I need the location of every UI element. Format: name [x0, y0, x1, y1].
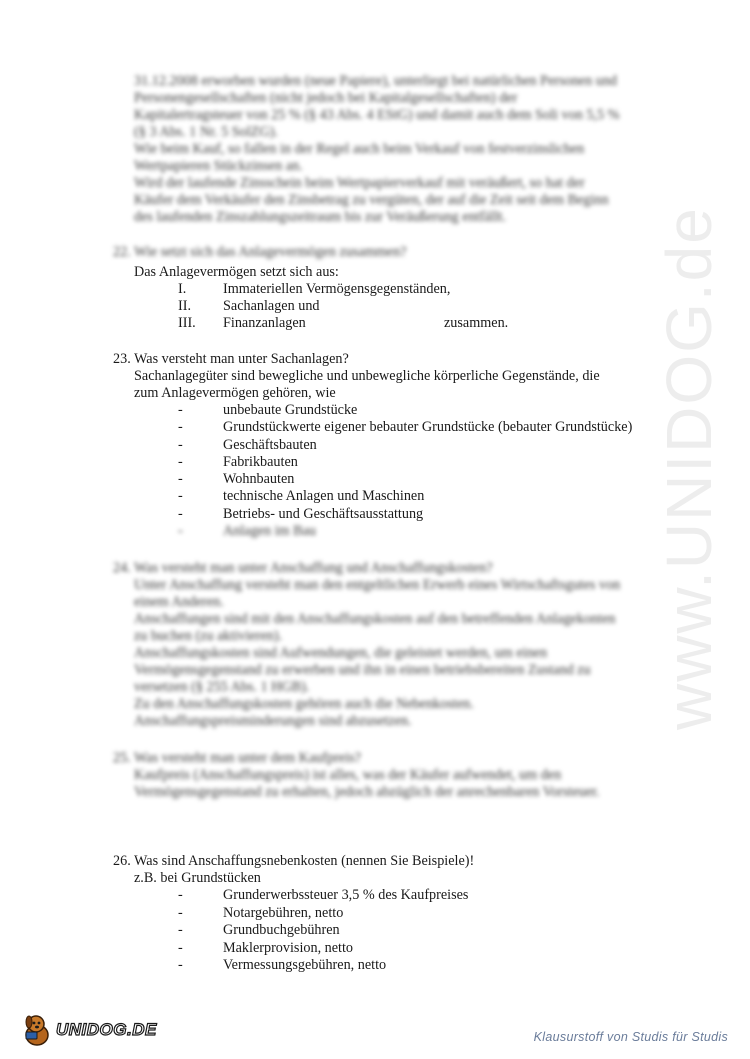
footer-tagline: Klausurstoff von Studis für Studis — [533, 1030, 728, 1044]
logo-text: UNIDOG.DE — [56, 1020, 157, 1039]
list-marker: - — [178, 454, 183, 470]
question-heading: 25. Was versteht man unter dem Kaufpreis? — [113, 750, 361, 766]
list-marker: - — [178, 957, 183, 973]
text-line: Vermögensgegenstand zu erwerben und ihn in einen betriebsbereiten Zustand zu — [134, 662, 591, 678]
list-item: Fabrikbauten — [223, 454, 298, 470]
list-item: technische Anlagen und Maschinen — [223, 488, 425, 504]
list-marker: - — [178, 523, 183, 539]
list-item: Wohnbauten — [223, 471, 295, 487]
text-line: einem Anderen. — [134, 594, 224, 610]
answer-line: Sachanlagegüter sind bewegliche und unbewegliche körperliche Gegenstände, die — [134, 368, 600, 384]
list-item: Anlagen im Bau — [223, 523, 316, 539]
text-line: Wertpapieren Stückzinsen an. — [134, 158, 303, 174]
text-line: 31.12.2008 erworben wurden (neue Papiere), unterliegt bei natürlichen Personen und — [134, 73, 618, 89]
list-marker: - — [178, 887, 183, 903]
text-line: Personengesellschaften (nicht jedoch bei Kapitalgesellschaften) der — [134, 90, 518, 106]
answer-intro: z.B. bei Grundstücken — [134, 870, 261, 886]
text-line: Kapitalertragsteuer von 25 % (§ 43 Abs. 4 EStG) und damit auch dem Soli von 5,5 % — [134, 107, 620, 123]
list-item: Grunderwerbssteuer 3,5 % des Kaufpreises — [223, 887, 469, 903]
text-line: Wie beim Kauf, so fallen in der Regel auch beim Verkauf von festverzinslichen — [134, 141, 585, 157]
text-line: Kaufpreis (Anschaffungspreis) ist alles, was der Käufer aufwendet, um den — [134, 767, 562, 783]
text-line: (§ 3 Abs. 1 Nr. 5 SolZG). — [134, 124, 278, 140]
list-marker: - — [178, 905, 183, 921]
text-line: Zu den Anschaffungskosten gehören auch die Nebenkosten. — [134, 696, 474, 712]
text-line: des laufenden Zinszahlungszeitraum bis zur Veräußerung entfällt. — [134, 209, 507, 225]
text-line: Anschaffungskosten sind Aufwendungen, die geleistet werden, um einen — [134, 645, 548, 661]
list-marker: II. — [178, 298, 191, 314]
question-heading: 24. Was versteht man unter Anschaffung und Anschaffungskosten? — [113, 560, 493, 576]
text-line: Anschaffungspreisminderungen sind abzusetzen. — [134, 713, 412, 729]
answer-intro: Das Anlagevermögen setzt sich aus: — [134, 264, 339, 280]
list-marker: I. — [178, 281, 187, 297]
question-heading: 26. Was sind Anschaffungsnebenkosten (nennen Sie Beispiele)! — [113, 853, 475, 869]
list-marker: - — [178, 506, 183, 522]
list-marker: - — [178, 471, 183, 487]
list-item: Grundstückwerte eigener bebauter Grundstücke (bebauter Grundstücke) — [223, 419, 633, 435]
list-marker: - — [178, 419, 183, 435]
text-line: Käufer dem Verkäufer den Zinsbetrag zu vergüten, der auf die Zeit seit dem Beginn — [134, 192, 609, 208]
list-marker: - — [178, 488, 183, 504]
list-marker: III. — [178, 315, 196, 331]
dog-icon — [22, 1013, 52, 1047]
list-item: Betriebs- und Geschäftsausstattung — [223, 506, 424, 522]
list-item: Geschäftsbauten — [223, 437, 317, 453]
list-item: Grundbuchgebühren — [223, 922, 340, 938]
list-item: Sachanlagen und — [223, 298, 320, 314]
text-line: Unter Anschaffung versteht man den entgeltlichen Erwerb eines Wirtschaftsgutes von — [134, 577, 621, 593]
question-heading: 22. Wie setzt sich das Anlagevermögen zusammen? — [113, 244, 407, 260]
unidog-logo[interactable] — [22, 1010, 172, 1050]
list-item: Maklerprovision, netto — [223, 940, 354, 956]
text-line: Anschaffungen sind mit den Anschaffungskosten auf den betreffenden Anlagekonten — [134, 611, 616, 627]
watermark: www.UNIDOG.de — [653, 206, 725, 730]
question-heading: 23. Was versteht man unter Sachanlagen? — [113, 351, 349, 367]
list-item: Notargebühren, netto — [223, 905, 344, 921]
list-tail: zusammen. — [444, 315, 509, 331]
list-item: Immateriellen Vermögensgegenständen, — [223, 281, 451, 297]
list-item: Vermessungsgebühren, netto — [223, 957, 387, 973]
text-line: zu buchen (zu aktivieren). — [134, 628, 283, 644]
list-marker: - — [178, 437, 183, 453]
list-item: unbebaute Grundstücke — [223, 402, 358, 418]
list-item: Finanzanlagen — [223, 315, 306, 331]
list-marker: - — [178, 922, 183, 938]
list-marker: - — [178, 940, 183, 956]
text-line: versetzen (§ 255 Abs. 1 HGB). — [134, 679, 310, 695]
text-line: Wird der laufende Zinsschein beim Wertpapierverkauf mit veräußert, so hat der — [134, 175, 585, 191]
answer-line: zum Anlagevermögen gehören, wie — [134, 385, 336, 401]
list-marker: - — [178, 402, 183, 418]
text-line: Vermögensgegenstand zu erhalten, jedoch abzüglich der anrechenbaren Vorsteuer. — [134, 784, 600, 800]
